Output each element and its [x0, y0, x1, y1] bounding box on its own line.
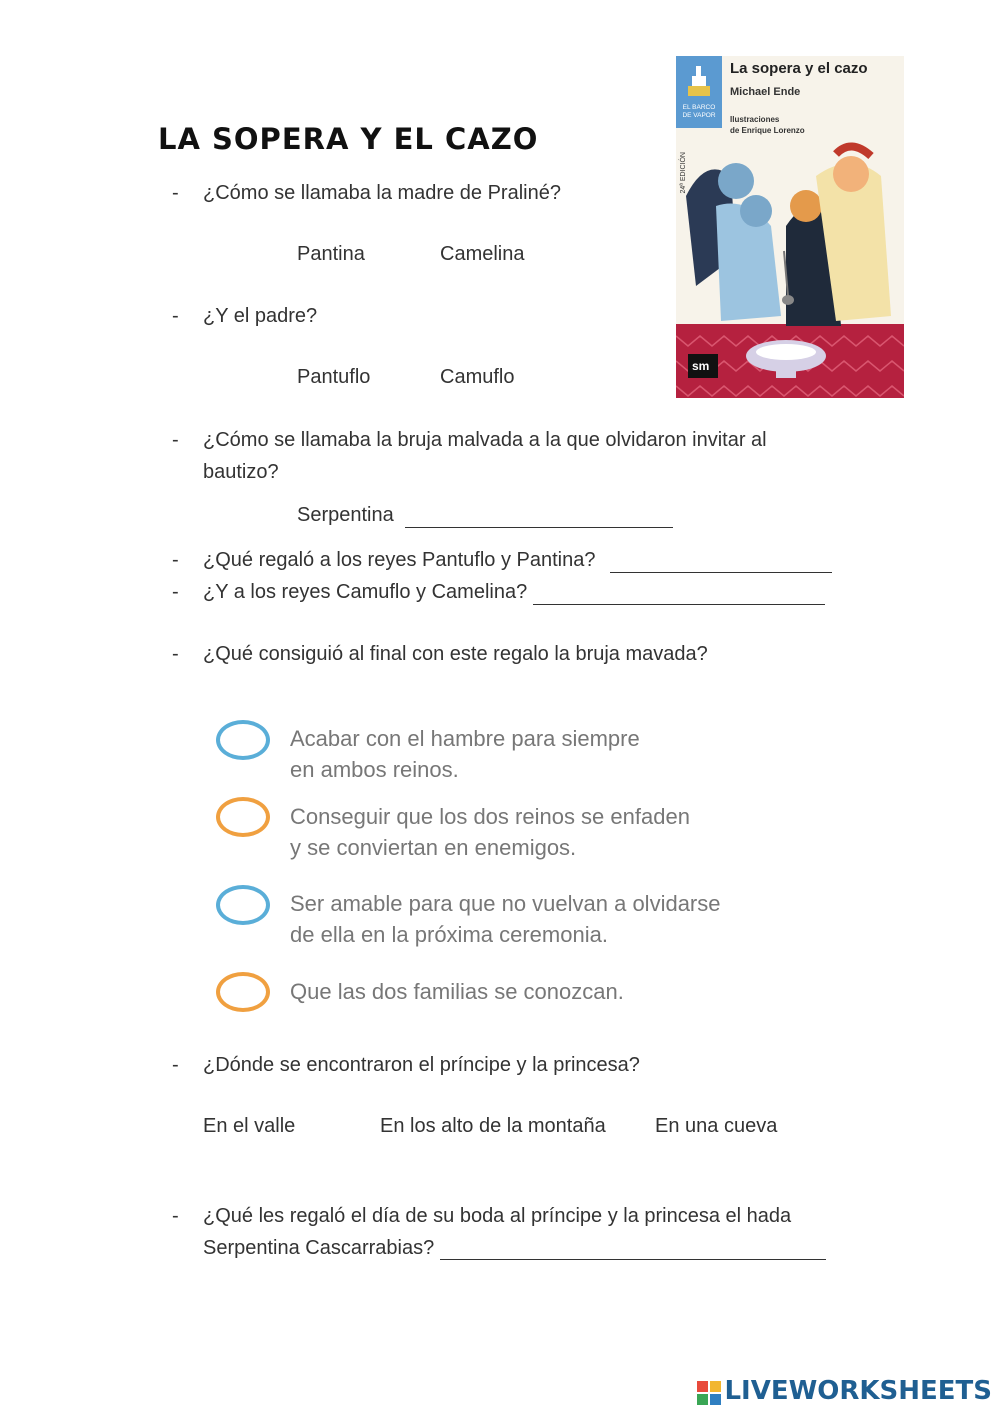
- question-3-line-2: bautizo?: [203, 461, 279, 483]
- bullet: -: [172, 643, 179, 665]
- choice-circle-4[interactable]: [216, 972, 270, 1012]
- bullet: -: [172, 429, 179, 451]
- option-en-los-alto-de-la-montana[interactable]: En los alto de la montaña: [380, 1115, 606, 1137]
- illustrator-line-1: Ilustraciones: [730, 115, 780, 124]
- bullet: -: [172, 182, 179, 204]
- edition-label: 24ª EDICIÓN: [680, 152, 687, 194]
- choice-3-line-2: de ella en la próxima ceremonia.: [290, 922, 608, 947]
- cover-author: Michael Ende: [730, 86, 801, 98]
- option-pantina[interactable]: Pantina: [297, 243, 365, 265]
- choice-3: [290, 888, 810, 950]
- bullet: -: [172, 549, 179, 571]
- cover-illustrator: [730, 114, 805, 136]
- question-7: ¿Dónde se encontraron el príncipe y la princesa?: [203, 1054, 640, 1076]
- publisher-line-2: DE VAPOR: [682, 112, 716, 119]
- choice-4: [290, 976, 810, 1007]
- book-cover-image: [676, 56, 904, 398]
- answer-input-q8[interactable]: [440, 1235, 826, 1260]
- publisher-line-1: EL BARCO: [682, 104, 716, 111]
- option-camuflo[interactable]: Camuflo: [440, 366, 515, 388]
- cover-title: La sopera y el cazo: [730, 60, 868, 77]
- illustrator-line-2: de Enrique Lorenzo: [730, 126, 805, 135]
- choice-3-line-1: Ser amable para que no vuelvan a olvidarse: [290, 891, 721, 916]
- option-pantuflo[interactable]: Pantuflo: [297, 366, 371, 388]
- bullet: -: [172, 305, 179, 327]
- choice-circle-1[interactable]: [216, 720, 270, 760]
- choice-1: [290, 723, 810, 785]
- question-6: ¿Qué consiguió al final con este regalo la bruja mavada?: [203, 643, 708, 665]
- answer-input-q5[interactable]: [533, 580, 825, 605]
- bullet: -: [172, 1054, 179, 1076]
- question-8-line-1: ¿Qué les regaló el día de su boda al príncipe y la princesa el hada: [203, 1205, 792, 1227]
- worksheet-title: LA SOPERA Y EL CAZO: [158, 122, 539, 156]
- answer-input-q3[interactable]: [405, 503, 673, 528]
- answer-prefix-serpentina: Serpentina: [297, 504, 394, 526]
- option-en-una-cueva[interactable]: En una cueva: [655, 1115, 778, 1137]
- sm-logo: sm: [692, 359, 710, 373]
- option-camelina[interactable]: Camelina: [440, 243, 525, 265]
- question-4: ¿Qué regaló a los reyes Pantuflo y Pantina?: [203, 549, 596, 571]
- choice-2-line-2: y se conviertan en enemigos.: [290, 835, 577, 860]
- liveworksheets-logo-icon: [697, 1381, 721, 1405]
- option-en-el-valle[interactable]: En el valle: [203, 1115, 296, 1137]
- steamboat-icon: [686, 62, 712, 100]
- question-5: ¿Y a los reyes Camuflo y Camelina?: [203, 581, 528, 603]
- choice-circle-2[interactable]: [216, 797, 270, 837]
- question-8-line-2: Serpentina Cascarrabias?: [203, 1237, 435, 1259]
- bullet: -: [172, 1205, 179, 1227]
- choice-1-line-2: en ambos reinos.: [290, 757, 459, 782]
- choice-1-line-1: Acabar con el hambre para siempre: [290, 726, 640, 751]
- liveworksheets-brand[interactable]: LIVEWORKSHEETS: [724, 1376, 992, 1406]
- choice-2: [290, 801, 810, 863]
- choice-4-line-1: Que las dos familias se conozcan.: [290, 979, 624, 1004]
- question-3-line-1: ¿Cómo se llamaba la bruja malvada a la que olvidaron invitar al: [203, 429, 767, 451]
- question-2: ¿Y el padre?: [203, 305, 318, 327]
- question-1: ¿Cómo se llamaba la madre de Praliné?: [203, 182, 561, 204]
- question-3: [203, 424, 843, 488]
- bullet: -: [172, 581, 179, 603]
- choice-2-line-1: Conseguir que los dos reinos se enfaden: [290, 804, 690, 829]
- answer-input-q4[interactable]: [610, 548, 832, 573]
- choice-circle-3[interactable]: [216, 885, 270, 925]
